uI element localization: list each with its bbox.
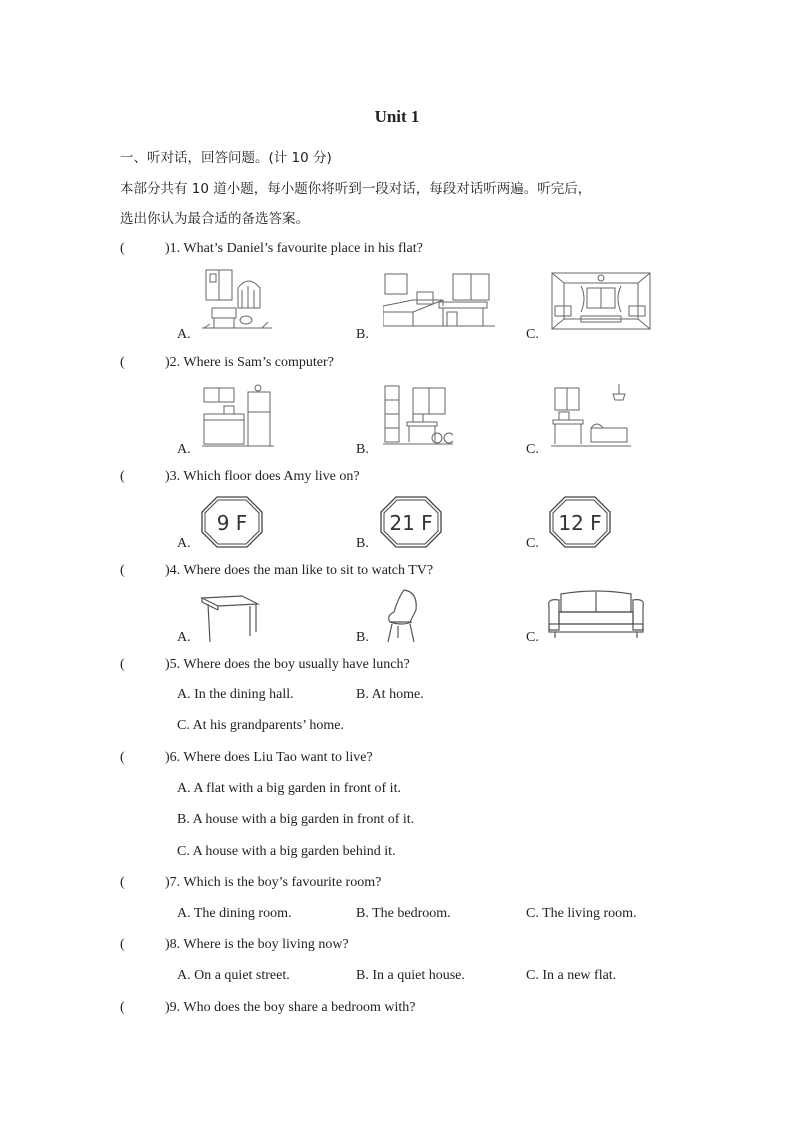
- floor-sign-b-label: 21 F: [389, 511, 433, 535]
- q2-option-c: C.: [526, 442, 539, 457]
- answer-blank-4[interactable]: (: [120, 563, 125, 578]
- q5-option-b: B. At home.: [356, 687, 424, 702]
- chair-image: [380, 588, 424, 644]
- answer-blank-2[interactable]: (: [120, 355, 125, 370]
- floor-sign-c: [549, 496, 611, 548]
- instructions-line-1: 本部分共有 10 道小题，每小题你将听到一段对话，每段对话听两遍。听完后，: [120, 181, 592, 197]
- answer-blank-7[interactable]: (: [120, 875, 125, 890]
- floor-sign-a: [201, 496, 263, 548]
- q1-option-c: C.: [526, 327, 539, 342]
- q7-option-a: A. The dining room.: [177, 906, 292, 921]
- q4-option-a: A.: [177, 630, 191, 645]
- answer-blank-8[interactable]: (: [120, 937, 125, 952]
- bedroom-image: [383, 272, 495, 328]
- bedroom-desk-image: [551, 384, 631, 448]
- q5-option-a: A. In the dining hall.: [177, 687, 294, 702]
- kitchen-image: [202, 384, 274, 448]
- q8-option-c: C. In a new flat.: [526, 968, 617, 983]
- answer-blank-1[interactable]: (: [120, 241, 125, 256]
- q3-option-a: A.: [177, 536, 191, 551]
- q4-option-c: C.: [526, 630, 539, 645]
- question-5: )5. Where does the boy usually have lunch?: [165, 657, 410, 672]
- balcony-image: [202, 268, 272, 332]
- q4-option-b: B.: [356, 630, 369, 645]
- answer-blank-3[interactable]: (: [120, 469, 125, 484]
- q1-option-b: B.: [356, 327, 369, 342]
- question-6: )6. Where does Liu Tao want to live?: [165, 750, 373, 765]
- table-image: [200, 592, 260, 644]
- question-8: )8. Where is the boy living now?: [165, 937, 349, 952]
- answer-blank-5[interactable]: (: [120, 657, 125, 672]
- question-3: )3. Which floor does Amy live on?: [165, 469, 360, 484]
- living-room-image: [551, 272, 651, 330]
- page-title: Unit 1: [374, 107, 420, 126]
- q3-option-c: C.: [526, 536, 539, 551]
- section-heading: 一、听对话，回答问题。(计 10 分): [120, 150, 332, 166]
- question-2: )2. Where is Sam’s computer?: [165, 355, 334, 370]
- answer-blank-6[interactable]: (: [120, 750, 125, 765]
- q6-option-a: A. A flat with a big garden in front of it.: [177, 781, 401, 796]
- instructions-line-2: 选出你认为最合适的备选答案。: [120, 211, 309, 227]
- q6-option-b: B. A house with a big garden in front of it.: [177, 812, 415, 827]
- floor-sign-a-label: 9 F: [216, 511, 248, 535]
- q7-option-c: C. The living room.: [526, 906, 637, 921]
- q8-option-a: A. On a quiet street.: [177, 968, 290, 983]
- q7-option-b: B. The bedroom.: [356, 906, 451, 921]
- q1-option-a: A.: [177, 327, 191, 342]
- sofa-image: [547, 590, 645, 640]
- q3-option-b: B.: [356, 536, 369, 551]
- question-1: )1. What’s Daniel’s favourite place in his flat?: [165, 241, 423, 256]
- question-9: )9. Who does the boy share a bedroom with?: [165, 1000, 416, 1015]
- q2-option-a: A.: [177, 442, 191, 457]
- q5-option-c: C. At his grandparents’ home.: [177, 718, 344, 733]
- floor-sign-b: [380, 496, 442, 548]
- q6-option-c: C. A house with a big garden behind it.: [177, 844, 396, 859]
- q2-option-b: B.: [356, 442, 369, 457]
- floor-sign-c-label: 12 F: [558, 511, 602, 535]
- answer-blank-9[interactable]: (: [120, 1000, 125, 1015]
- study-room-image: [383, 384, 453, 446]
- question-7: )7. Which is the boy’s favourite room?: [165, 875, 382, 890]
- q8-option-b: B. In a quiet house.: [356, 968, 465, 983]
- question-4: )4. Where does the man like to sit to watch TV?: [165, 563, 434, 578]
